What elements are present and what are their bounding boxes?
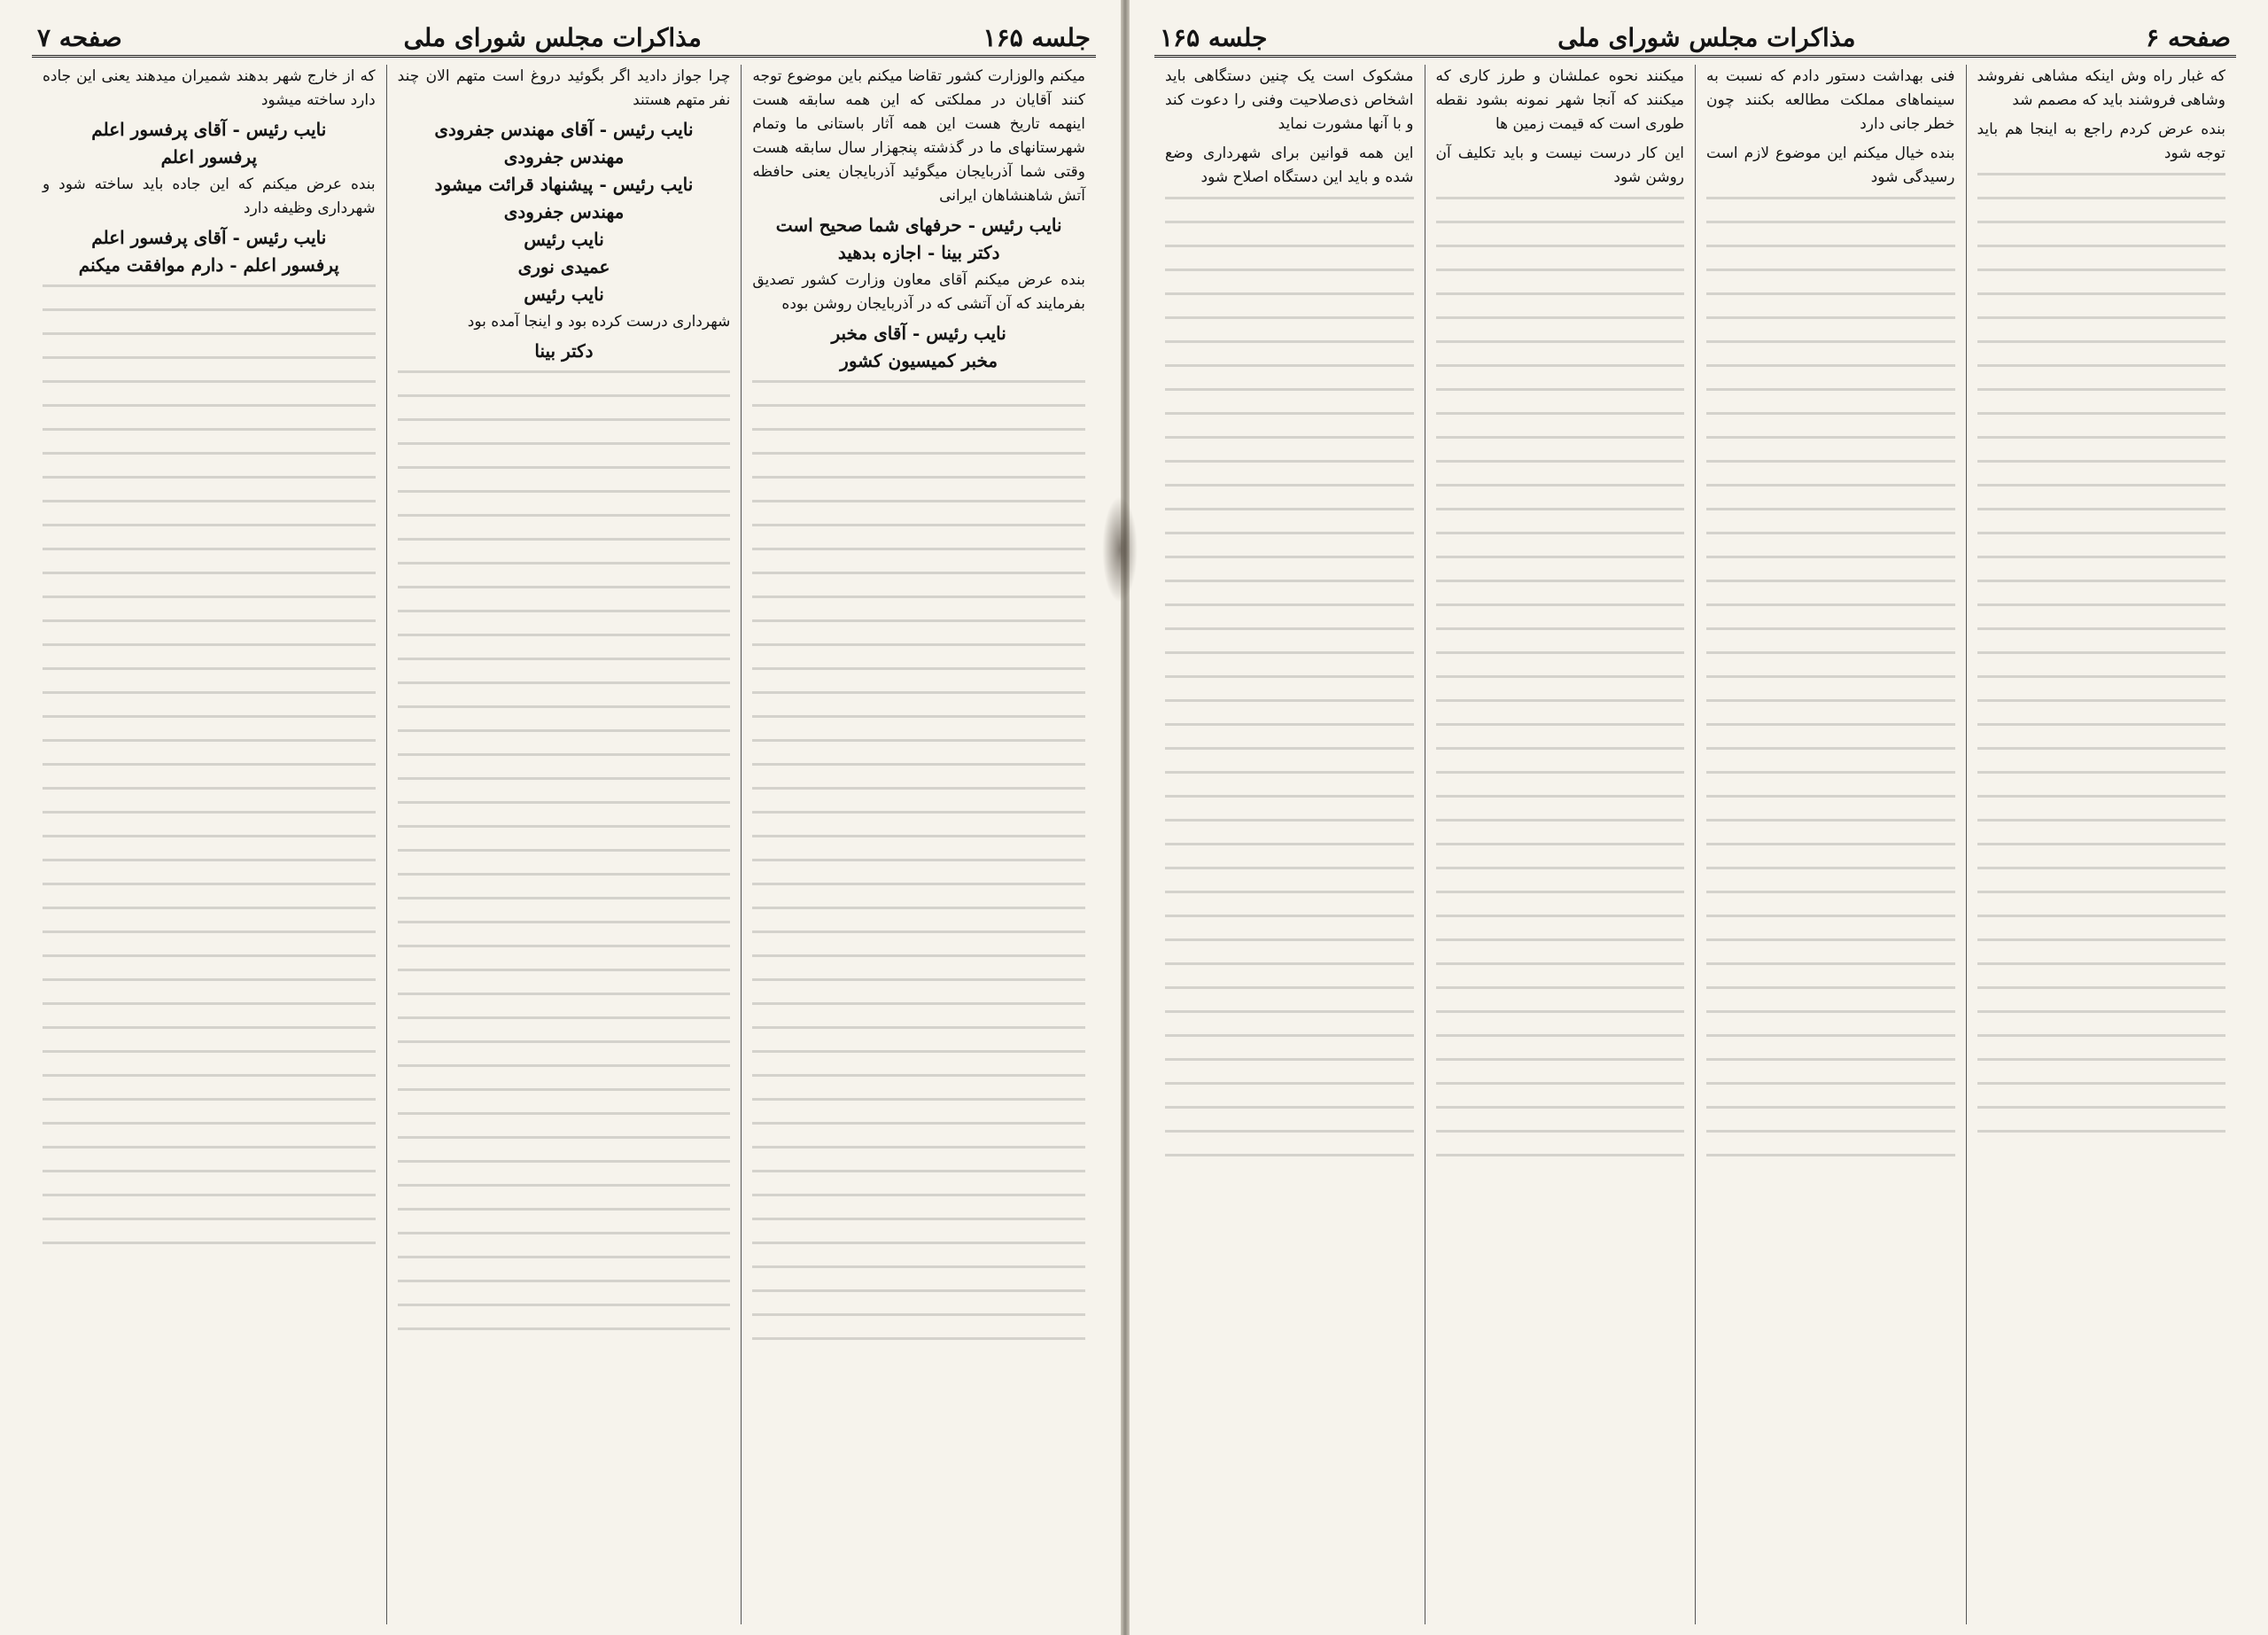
left-page-number: صفحه ۷	[37, 23, 122, 52]
speaker-heading: نایب رئیس - آقای پرفسور اعلم	[91, 227, 327, 248]
speaker-heading: پرفسور اعلم - دارم موافقت میکنم	[78, 254, 339, 276]
right-column-2	[1695, 65, 1966, 1624]
left-column-3	[32, 65, 386, 1624]
text-lines	[1436, 197, 1685, 1172]
speaker-heading: نایب رئیس - آقای مهندس جفرودی	[434, 119, 694, 140]
paragraph: این کار درست نیست و باید تکلیف آن روشن شود	[1435, 144, 1684, 186]
paragraph: شهرداری درست کرده بود و اینجا آمده بود	[467, 313, 731, 331]
right-columns	[1154, 65, 2236, 1624]
right-page-number: صفحه ۶	[2146, 23, 2231, 52]
speaker-heading: نایب رئیس - آقای پرفسور اعلم	[91, 119, 327, 140]
left-session-label: جلسه ۱۶۵	[983, 23, 1091, 52]
speaker-heading: نایب رئیس	[524, 229, 604, 250]
speaker-heading: مهندس جفرودی	[503, 146, 625, 167]
paragraph: مشکوک است یک چنین دستگاهی باید اشخاص ذی‌صلاحیت وفنی را دعوت کند و با آنها مشورت نماید	[1165, 67, 1414, 133]
paragraph: بنده عرض کردم راجع به اینجا هم باید توجه شود	[1977, 121, 2225, 162]
right-page	[1130, 0, 2268, 1635]
speaker-heading: مهندس جفرودی	[503, 201, 625, 222]
paragraph: که غبار راه وش اینکه مشاهی نفروشد وشاهی فروشند باید که مصمم شد	[1977, 67, 2225, 109]
speaker-heading: دکتر بینا	[534, 340, 594, 362]
left-column-2	[386, 65, 742, 1624]
left-title: مذاکرات مجلس شورای ملی	[403, 23, 702, 52]
speaker-heading: دکتر بینا - اجازه بدهید	[837, 242, 1000, 263]
left-page	[0, 0, 1121, 1635]
text-lines	[1165, 197, 1414, 1172]
paragraph: بنده عرض میکنم که این جاده باید ساخته شود و شهرداری وظیفه دارد	[42, 175, 376, 217]
paragraph: فنی بهداشت دستور دادم که نسبت به سینماهای مملکت مطالعه بکنند چون خطر جانی دارد	[1706, 67, 1955, 133]
text-lines	[398, 370, 731, 1345]
paragraph: این همه قوانین برای شهرداری وضع شده و باید این دستگاه اصلاح شود	[1165, 144, 1414, 186]
speaker-heading: نایب رئیس - حرفهای شما صحیح است	[775, 214, 1062, 236]
text-lines	[43, 284, 376, 1259]
right-title: مذاکرات مجلس شورای ملی	[1557, 23, 1856, 52]
paragraph: چرا جواز دادید اگر بگوئید دروغ است متهم الان چند نفر متهم هستند	[397, 67, 731, 109]
left-column-1	[741, 65, 1096, 1624]
text-lines	[752, 380, 1085, 1355]
speaker-heading: نایب رئیس - پیشنهاد قرائت میشود	[434, 174, 694, 195]
text-lines	[1706, 197, 1955, 1172]
speaker-heading: مخبر کمیسیون کشور	[840, 350, 998, 371]
page-gutter	[1121, 0, 1130, 1635]
right-session-label: جلسه ۱۶۵	[1160, 23, 1268, 52]
right-column-3	[1425, 65, 1696, 1624]
paragraph: میکنند نحوه عملشان و طرز کاری که میکنند که آنجا شهر نمونه بشود نقطه طوری است که قیمت زمین ها	[1435, 67, 1684, 133]
speaker-heading: پرفسور اعلم	[160, 146, 258, 167]
left-page-header	[32, 18, 1096, 58]
left-columns	[32, 65, 1096, 1624]
paragraph: بنده عرض میکنم آقای معاون وزارت کشور تصدیق بفرمایند که آن آتشی که در آذربایجان روشن بوده	[752, 271, 1085, 313]
text-lines	[1977, 173, 2226, 1148]
right-page-header	[1154, 18, 2236, 58]
speaker-heading: نایب رئیس - آقای مخبر	[831, 323, 1006, 344]
right-column-1	[1966, 65, 2237, 1624]
paragraph: که از خارج شهر بدهند شمیران میدهند یعنی این جاده دارد ساخته میشود	[42, 67, 376, 109]
right-column-4	[1154, 65, 1425, 1624]
paragraph: میکنم والوزارت کشور تقاضا میکنم باین موضوع توجه کنند آقایان در مملکتی که این همه سابقه هست اینهمه تاریخ هست این همه آثار باستانی ما وتمام شهرستانهای ما در گذشته پنجهزار سال سابقه هست وقتی شما آذربایجان میگوئید آذربایجان یعنی حافظه آتش شاهنشاهان ایرانی	[752, 67, 1085, 205]
speaker-heading: نایب رئیس	[524, 284, 604, 305]
speaker-heading: عمیدی نوری	[517, 256, 610, 277]
paragraph: بنده خیال میکنم این موضوع لازم است رسیدگی شود	[1706, 144, 1955, 186]
